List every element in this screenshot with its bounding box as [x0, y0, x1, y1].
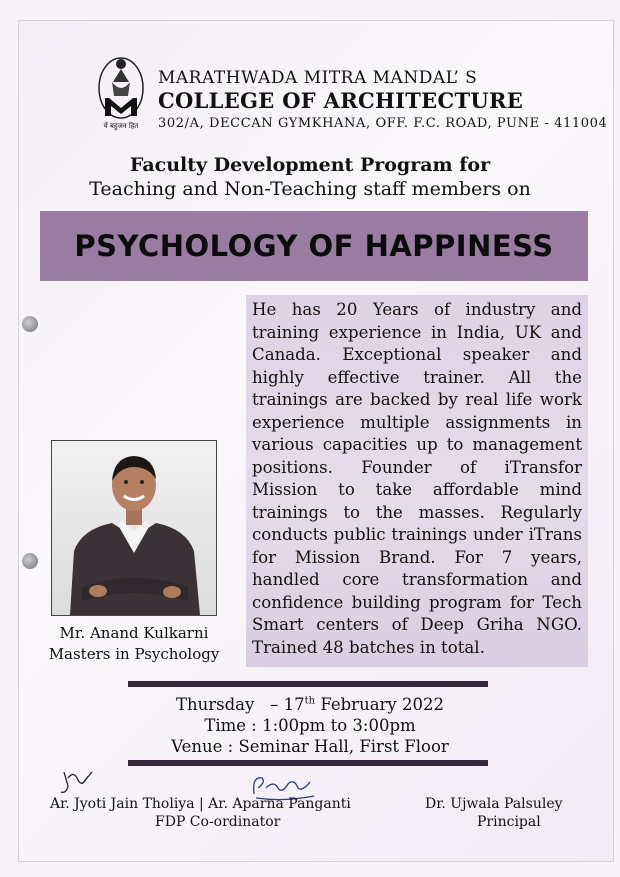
- punch-hole: [22, 316, 38, 332]
- speaker-bio: He has 20 Years of industry and training experience in India, UK and Canada. Exceptional speaker and highly effective trainer. All the trainings are backed by real life work experience multiple assignments in various capacities up to management positions. Founder of iTransfor Mission to take affordable mind trainings to the masses. Regularly conducts public trainings under iTrans for Mission Brand. For 7 years, handled core transformation and confidence building program for Tech Smart centers of Deep Griha NGO. Trained 48 batches in total.: [252, 300, 582, 657]
- event-date-suffix: th: [304, 695, 316, 707]
- event-date-day: 17: [283, 695, 305, 714]
- program-title: PSYCHOLOGY OF HAPPINESS: [74, 229, 554, 263]
- program-audience: Teaching and Non-Teaching staff members on: [89, 178, 531, 200]
- college-logo: [95, 48, 147, 132]
- title-banner: [40, 211, 588, 281]
- event-day: Thursday: [176, 695, 255, 714]
- principal-role: Principal: [477, 814, 541, 830]
- college-name: COLLEGE OF ARCHITECTURE: [158, 88, 524, 113]
- principal-name: Dr. Ujwala Palsuley: [425, 796, 563, 812]
- speaker-qualification: Masters in Psychology: [48, 645, 220, 663]
- event-time: Time : 1:00pm to 3:00pm: [204, 716, 416, 735]
- coordinator-names: Ar. Jyoti Jain Tholiya | Ar. Aparna Panganti: [50, 796, 351, 812]
- divider-top: [128, 681, 488, 687]
- institution-name: MARATHWADA MITRA MANDAL’ S: [158, 68, 478, 88]
- event-date: [0, 695, 620, 714]
- date-separator: –: [259, 695, 284, 714]
- event-venue: Venue : Seminar Hall, First Floor: [171, 737, 449, 756]
- event-date-month-year: February 2022: [320, 695, 444, 714]
- speaker-name: Mr. Anand Kulkarni: [59, 624, 209, 642]
- logo-motto: यें बहुजन हित: [103, 122, 139, 130]
- college-address: 302/A, DECCAN GYMKHANA, OFF. F.C. ROAD, PUNE - 411004: [158, 116, 608, 131]
- coordinator-role: FDP Co-ordinator: [155, 814, 281, 830]
- speaker-photo: [51, 440, 217, 616]
- divider-bottom: [128, 760, 488, 766]
- program-heading: Faculty Development Program for: [129, 154, 491, 176]
- punch-hole: [22, 553, 38, 569]
- signature-coordinator-1: [58, 766, 98, 798]
